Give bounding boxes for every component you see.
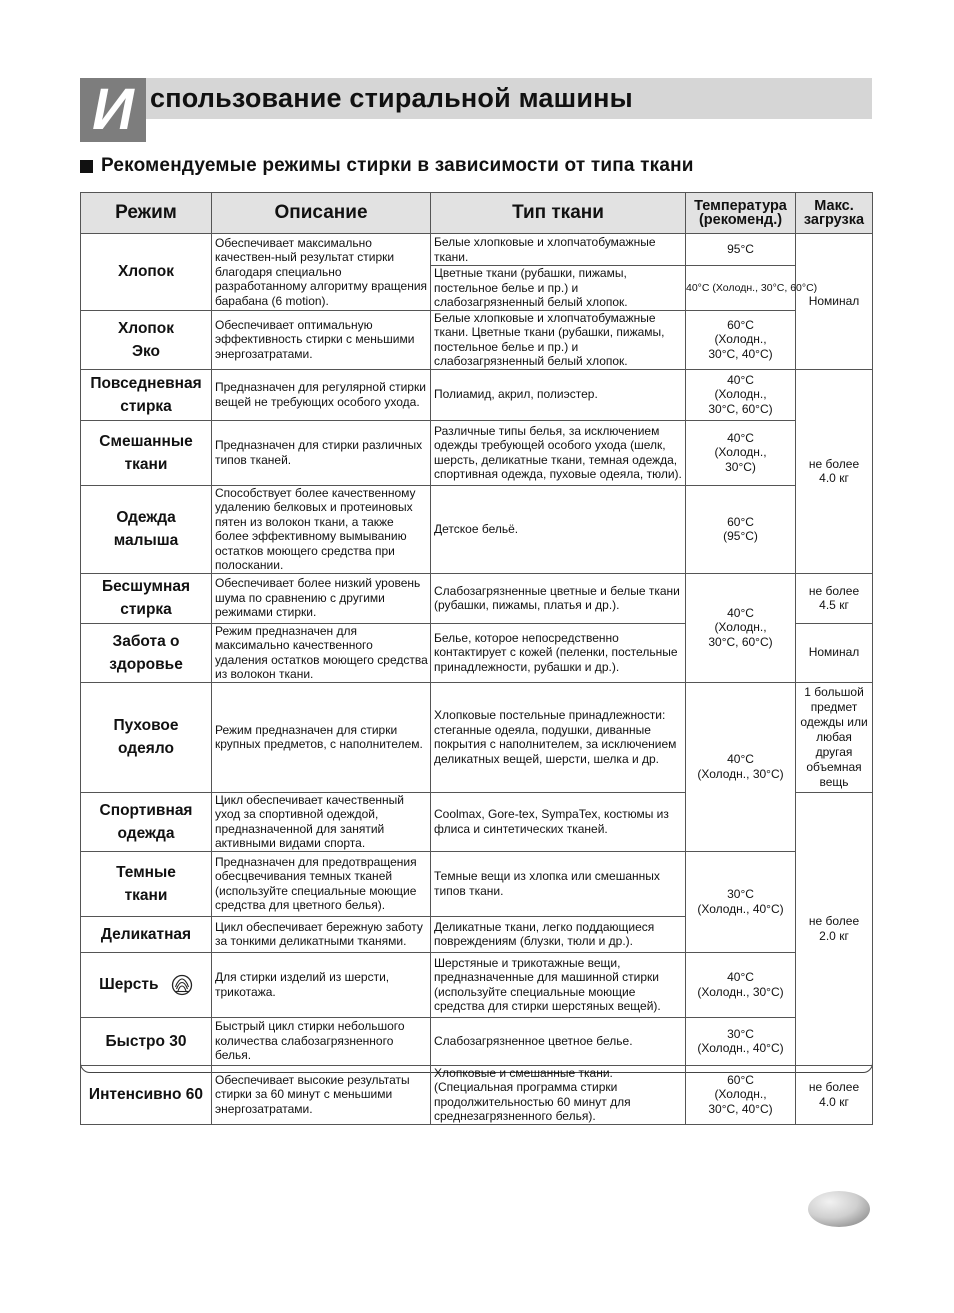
description-duvet: Режим предназначен для стирки крупных предметов, с наполнителем. (212, 682, 431, 792)
fabric-delicate: Деликатные ткани, легко поддающиеся повреждениям (блузки, тюли и др.). (431, 916, 686, 952)
page-title-block (80, 78, 872, 142)
mode-daily: Повседневная стирка (81, 369, 212, 420)
mode-health: Забота о здоровье (81, 623, 212, 682)
fabric-baby: Детское бельё. (431, 485, 686, 573)
column-header-temperature: Температура (рекоменд.) (686, 193, 796, 234)
mode-cotton: Хлопок (81, 234, 212, 311)
mode-dark: Темные ткани (81, 851, 212, 916)
temperature-cotton-white: 95°C (686, 234, 796, 266)
description-baby: Способствует более качественному удалению белковых и протеиновых пятен из волокон ткани, а также более эффективному вымыванию остатков моющего средства при полоскании. (212, 485, 431, 573)
column-header-load: Макс. загрузка (796, 193, 873, 234)
mode-silent: Бесшумная стирка (81, 573, 212, 623)
temperature-quick30: 30°C (Холодн., 40°C) (686, 1017, 796, 1065)
temperature-mixed: 40°C (Холодн., 30°C) (686, 420, 796, 485)
mode-wool-label: Шерсть (99, 976, 159, 993)
fabric-intensive60: Хлопковые и смешанные ткани. (Специальная программа стирки продолжительностью 60 минут для среднезагрязненного белья). (431, 1065, 686, 1124)
black-square-bullet-icon (80, 160, 93, 173)
mode-wool (81, 952, 212, 1017)
section-subtitle (80, 152, 694, 180)
load-nominal-health: Номинал (796, 623, 873, 682)
page-number-oval-icon (807, 1190, 871, 1228)
temperature-intensive60: 60°C (Холодн., 30°C, 40°C) (686, 1065, 796, 1124)
page-title: спользование стиральной машины (150, 83, 633, 113)
section-subtitle-text: Рекомендуемые режимы стирки в зависимости от типа ткани (101, 155, 694, 176)
load-intensive60: не более 4.0 кг (796, 1065, 873, 1124)
description-quick30: Быстрый цикл стирки небольшого количества слабозагрязненного белья. (212, 1017, 431, 1065)
mode-duvet: Пуховое одеяло (81, 682, 212, 792)
fabric-duvet: Хлопковые постельные принадлежности: стеганные одеяла, подушки, диванные покрытия с наполнителем, за исключением деликатных вещей, шерсти, шелка и др. (431, 682, 686, 792)
mode-quick30: Быстро 30 (81, 1017, 212, 1065)
fabric-silent: Слабозагрязненные цветные и белые ткани (рубашки, пижамы, платья и др.). (431, 573, 686, 623)
description-sport: Цикл обеспечивает качественный уход за спортивной одеждой, предназначенной для занятий активными видами спорта. (212, 792, 431, 851)
temperature-wool: 40°C (Холодн., 30°C) (686, 952, 796, 1017)
load-4kg: не более 4.0 кг (796, 369, 873, 573)
temperature-dark-delicate: 30°C (Холодн., 40°C) (686, 851, 796, 952)
mode-delicate: Деликатная (81, 916, 212, 952)
load-duvet: 1 большой предмет одежды или любая другая объемная вещь (796, 682, 873, 792)
mode-sport: Спортивная одежда (81, 792, 212, 851)
wool-symbol-icon (171, 974, 193, 996)
fabric-sport: Coolmax, Gore-tex, SympaTex, костюмы из флиса и синтетических тканей. (431, 792, 686, 851)
column-header-fabric: Тип ткани (431, 193, 686, 234)
fabric-wool: Шерстяные и трикотажные вещи, предназначенные для машинной стирки (используйте специальные моющие средства для стирки шерстяных вещей). (431, 952, 686, 1017)
fabric-dark: Темные вещи из хлопка или смешанных типов ткани. (431, 851, 686, 916)
mode-mixed: Смешанные ткани (81, 420, 212, 485)
fabric-quick30: Слабозагрязненное цветное белье. (431, 1017, 686, 1065)
mode-baby: Одежда малыша (81, 485, 212, 573)
description-delicate: Цикл обеспечивает бережную заботу за тонкими деликатными тканями. (212, 916, 431, 952)
temperature-duvet-sport: 40°C (Холодн., 30°C) (686, 682, 796, 851)
description-cotton: Обеспечивает максимально качествен-ный результат стирки благодаря специально разработанному алгоритму вращения барабана (6 motion). (212, 234, 431, 311)
column-header-description: Описание (212, 193, 431, 234)
description-cotton-eco: Обеспечивает оптимальную эффективность стирки с меньшими энергозатратами. (212, 310, 431, 369)
column-header-mode: Режим (81, 193, 212, 234)
fabric-cotton-white: Белые хлопковые и хлопчатобумажные ткани. (431, 234, 686, 266)
load-nominal-top: Номинал (796, 234, 873, 370)
fabric-health: Белье, которое непосредственно контактирует с кожей (пеленки, постельные принадлежности, рубашки и др.). (431, 623, 686, 682)
temperature-silent-health: 40°C (Холодн., 30°C, 60°C) (686, 573, 796, 682)
fabric-cotton-colored: Цветные ткани (рубашки, пижамы, постельное белье и пр.) и слабозагрязненный белый хлопок. (431, 266, 686, 311)
page-title-initial-letter: И (80, 78, 146, 142)
temperature-baby: 60°C (95°C) (686, 485, 796, 573)
wash-programs-table (80, 192, 873, 1123)
description-daily: Предназначен для регулярной стирки вещей не требующих особого ухода. (212, 369, 431, 420)
fabric-mixed: Различные типы белья, за исключением одежды требующей особого ухода (шелк, шерсть, деликатные ткани, темная одежда, спортивная одежда, пуховые одеяла, тюли). (431, 420, 686, 485)
temperature-daily: 40°C (Холодн., 30°C, 60°C) (686, 369, 796, 420)
load-45kg: не более 4.5 кг (796, 573, 873, 623)
description-intensive60: Обеспечивает высокие результаты стирки за 60 минут с меньшими энергозатратами. (212, 1065, 431, 1124)
mode-cotton-eco: Хлопок Эко (81, 310, 212, 369)
mode-intensive60: Интенсивно 60 (81, 1065, 212, 1124)
description-health: Режим предназначен для максимально качественного удаления остатков моющего средства из волокон ткани. (212, 623, 431, 682)
description-mixed: Предназначен для стирки различных типов тканей. (212, 420, 431, 485)
load-2kg: не более 2.0 кг (796, 792, 873, 1065)
description-wool: Для стирки изделий из шерсти, трикотажа. (212, 952, 431, 1017)
description-silent: Обеспечивает более низкий уровень шума по сравнению с другими режимами стирки. (212, 573, 431, 623)
temperature-cotton-colored: 40°C (Холодн., 30°C, 60°C) (686, 266, 796, 311)
fabric-cotton-eco: Белые хлопковые и хлопчатобумажные ткани. Цветные ткани (рубашки, пижамы, постельное белье и пр.) и слабозагрязненный белый хлопок. (431, 310, 686, 369)
fabric-daily: Полиамид, акрил, полиэстер. (431, 369, 686, 420)
description-dark: Предназначен для предотвращения обесцвечивания темных тканей (используйте специальные моющие средства для цветного белья). (212, 851, 431, 916)
temperature-cotton-eco: 60°C (Холодн., 30°C, 40°C) (686, 310, 796, 369)
